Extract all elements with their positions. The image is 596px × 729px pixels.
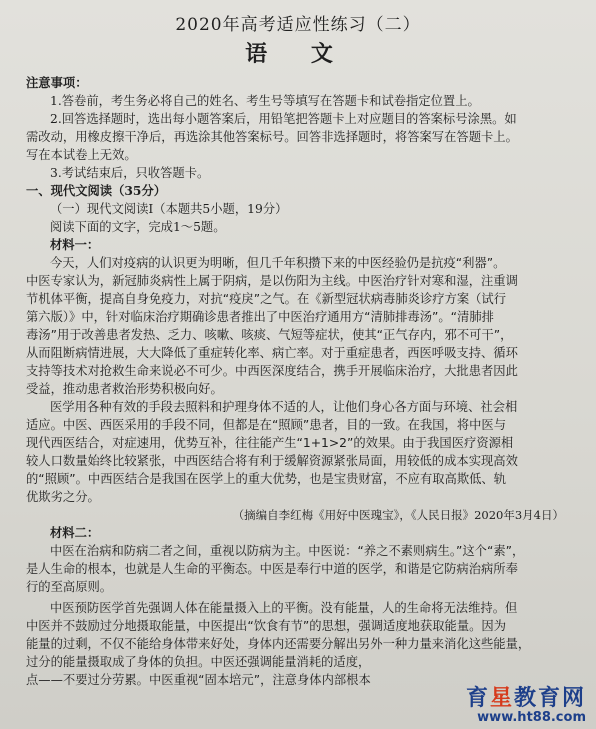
notice-item: 写在本试卷上无效。 <box>26 148 137 162</box>
text-line: 中医预防医学首先强调人体在能量摄入上的平衡。没有能量，人的生命将无法维持。但 <box>50 601 518 615</box>
text-line: 能量的过剩，不仅不能给身体带来好处，身体内还需要分解出另外一种力量来消化这些能量， <box>26 637 531 651</box>
text-line: 医学用各种有效的手段去照料和护理身体不适的人，让他们身心各方面与环境、社会相 <box>50 400 518 414</box>
text-line: 适应。中医、西医采用的手段不同，但都是在“照顾”患者，目的一致。在我国，将中医与 <box>26 418 507 432</box>
material-2-text <box>26 542 570 689</box>
text-line: 现代西医结合，对症速用，优势互补，往往能产生“1+1>2”的效果。由于我国医疗资源相 <box>26 436 514 450</box>
site-watermark <box>466 681 586 725</box>
text-line: 点——不要过分劳累。中医重视“固本培元”，注意身体内部根本 <box>26 673 371 687</box>
watermark-logo-text: 育星教育网 <box>465 686 586 711</box>
material-label: 材料一： <box>50 237 100 252</box>
material-1-text <box>26 254 570 506</box>
notice-list <box>26 92 570 182</box>
exam-title: 2020年高考适应性练习（二） <box>175 15 421 35</box>
instruction-text: 阅读下面的文字，完成1～5题。 <box>50 220 226 234</box>
text-line: 节机体平衡，提高自身免疫力，对抗“疫戾”之气。在《新型冠状病毒肺炎诊疗方案（试行 <box>26 292 507 306</box>
text-line: 行的至高原则。 <box>26 580 113 594</box>
text-line: 较人口数量始终比较紧张，中西医结合将有利于缓解资源紧张局面，用较低的成本实现高效 <box>26 454 518 468</box>
text-line: 第六版）》中，针对临床治疗期确诊患者推出了中医治疗通用方“清肺排毒汤”。“清肺排 <box>26 310 494 324</box>
text-line: 今天，人们对疫病的认识更为明晰，但几千年积攒下来的中医经验仍是抗疫“利器”。 <box>50 256 506 270</box>
section-heading: 一、现代文阅读（35分） <box>26 183 167 198</box>
text-line: 的“照顾”。中西医结合是我国在医学上的重大优势，也是宝贵财富，不应有取高欺低、轨 <box>26 472 507 486</box>
watermark-url: www.ht88.com <box>477 710 586 725</box>
notice-item: 3.考试结束后，只收答题卡。 <box>50 166 210 180</box>
text-line: 支持等技术对抢救生命来说必不可少。中西医深度结合，携手开展临床治疗，大批患者因此 <box>26 364 518 378</box>
subsection-heading: （一）现代文阅读Ⅰ（本题共5小题，19分） <box>50 202 288 216</box>
notice-header: 注意事项： <box>26 75 88 90</box>
material-1-source: （摘编自李红梅《用好中医瑰宝》，《人民日报》2020年3月4日） <box>232 508 564 522</box>
text-line: 中医在治病和防病二者之间，重视以防病为主。中医说：“养之不素则病生。”这个“素”， <box>50 544 525 558</box>
subject-title: 语 文 <box>245 41 351 67</box>
notice-item: 需改动，用橡皮擦干净后，再选涂其他答案标号。回答非选择题时，将答案写在答题卡上。 <box>26 130 518 144</box>
text-line: 中医专家认为，新冠肺炎病性上属于阴病，是以伤阳为主线。中医治疗针对寒和湿，注重调 <box>26 274 518 288</box>
material-label: 材料二： <box>50 525 100 540</box>
text-line: 过分的能量摄取成了身体的负担。中医还强调能量消耗的适度， <box>26 655 371 669</box>
text-line: 毒汤”用于改善患者发热、乏力、咳嗽、咳痰、气短等症状，使其“正气存内，邪不可干”， <box>26 328 513 342</box>
notice-item: 2.回答选择题时，选出每小题答案后，用铅笔把答题卡上对应题目的答案标号涂黑。如 <box>50 112 517 126</box>
text-line: 从而阻断病情进展，大大降低了重症转化率、病亡率。对于重症患者，西医呼吸支持、循环 <box>26 346 518 360</box>
text-line: 受益，推动患者救治形势积极向好。 <box>26 382 223 396</box>
text-line: 优欺劣之分。 <box>26 490 100 504</box>
text-line: 是人生命的根本，也就是人生命的平衡态。中医是奉行中道的医学，和谐是它防病治病所奉 <box>26 562 518 576</box>
notice-item: 1.答卷前，考生务必将自己的姓名、考生号等填写在答题卡和试卷指定位置上。 <box>50 94 480 108</box>
text-line: 中医并不鼓励过分地摄取能量，中医提出“饮食有节”的思想，强调适度地获取能量。因为 <box>26 619 507 633</box>
